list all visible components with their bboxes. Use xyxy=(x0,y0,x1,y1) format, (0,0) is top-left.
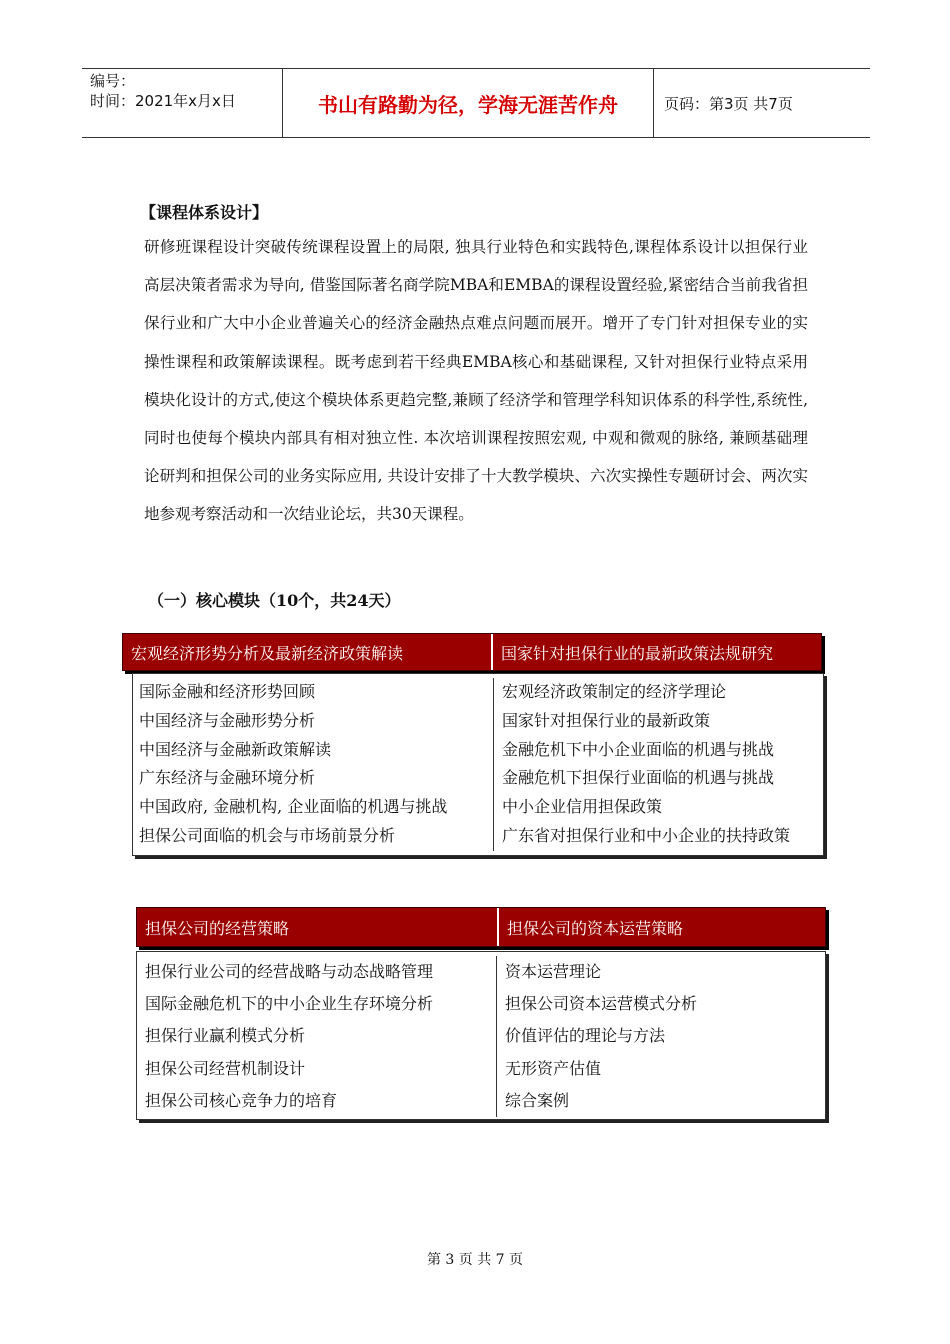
list-item: 担保公司核心竞争力的培育 xyxy=(145,1090,338,1110)
list-item: 资本运营理论 xyxy=(505,962,602,981)
module-2-right-title: 担保公司的资本运营策略 xyxy=(497,908,825,946)
list-item: 国际金融危机下的中小企业生存环境分析 xyxy=(145,994,434,1014)
section-title: 【课程体系设计】 xyxy=(140,203,269,222)
number-label: 编号： xyxy=(90,72,136,90)
header-meta xyxy=(82,69,282,137)
section-subtitle: （一）核心模块（10个，共24天） xyxy=(148,591,401,610)
section-paragraph: 研修班课程设计突破传统课程设置上的局限, 独具行业特色和实践特色,课程体系设计以担保行业高层决策者需求为导向, 借鉴国际著名商学院MBA和EMBA的课程设置经验,紧密结合当前我省担保行业和广大中小企业普遍关心的经济金融热点难点问题而展开。增开了专门针对担保专业的实操性课程和政策解读课程。既考虑到若干经典EMBA核心和基础课程, 又针对担保行业特点采用模块化设计的方式,使这个模块体系更趋完整,兼顾了经济学和管理学科知识体系的科学性,系统性, 同时也使每个模块内部具有相对独立性. 本次培训课程按照宏观, 中观和微观的脉络, 兼顾基础理论研判和担保公司的业务实际应用, 共设计安排了十大教学模块、六次实操性专题研讨会、两次实地参观考察活动和一次结业论坛，共30天课程。 xyxy=(144,238,808,524)
module-1-body xyxy=(132,673,824,856)
list-item: 中国经济与金融形势分析 xyxy=(139,710,316,730)
list-item: 担保公司面临的机会与市场前景分析 xyxy=(139,825,396,845)
module-1-right-list xyxy=(493,678,823,851)
list-item: 国家针对担保行业的最新政策 xyxy=(502,710,711,730)
header-motto: 书山有路勤为径，学海无涯苦作舟 xyxy=(282,69,654,137)
list-item: 中国经济与金融新政策解读 xyxy=(139,739,332,759)
module-2-left-list xyxy=(137,956,496,1117)
list-item: 国际金融和经济形势回顾 xyxy=(139,682,316,701)
list-item: 价值评估的理论与方法 xyxy=(505,1026,666,1046)
list-item: 担保公司资本运营模式分析 xyxy=(505,994,698,1014)
module-1-left-list xyxy=(133,678,493,851)
list-item: 广东经济与金融环境分析 xyxy=(139,768,316,788)
module-1-header xyxy=(122,633,822,671)
module-table-1 xyxy=(122,633,822,856)
page-header xyxy=(82,68,870,138)
page-footer: 第 3 页 共 7 页 xyxy=(426,1252,524,1268)
list-item: 无形资产估值 xyxy=(505,1058,602,1078)
list-item: 担保行业公司的经营战略与动态战略管理 xyxy=(145,962,434,981)
module-table-2 xyxy=(136,907,826,1120)
module-1-right-title: 国家针对担保行业的最新政策法规研究 xyxy=(491,634,821,670)
module-2-right-list xyxy=(496,956,823,1117)
module-1-left-title: 宏观经济形势分析及最新经济政策解读 xyxy=(131,643,404,663)
list-item: 中小企业信用担保政策 xyxy=(502,797,663,817)
time-label: 时间：2021年x月x日 xyxy=(90,92,236,110)
list-item: 金融危机下担保行业面临的机遇与挑战 xyxy=(502,768,775,788)
list-item: 中国政府, 金融机构, 企业面临的机遇与挑战 xyxy=(139,797,448,817)
header-page-info: 页码：第3页 共7页 xyxy=(664,94,793,113)
list-item: 担保公司经营机制设计 xyxy=(145,1058,306,1078)
module-2-header xyxy=(136,907,826,947)
module-2-body xyxy=(136,951,826,1120)
module-2-left-title: 担保公司的经营策略 xyxy=(145,918,290,938)
list-item: 广东省对担保行业和中小企业的扶持政策 xyxy=(502,825,791,845)
list-item: 金融危机下中小企业面临的机遇与挑战 xyxy=(502,739,775,759)
list-item: 综合案例 xyxy=(505,1090,570,1110)
list-item: 担保行业赢利模式分析 xyxy=(145,1026,306,1046)
list-item: 宏观经济政策制定的经济学理论 xyxy=(502,682,727,701)
